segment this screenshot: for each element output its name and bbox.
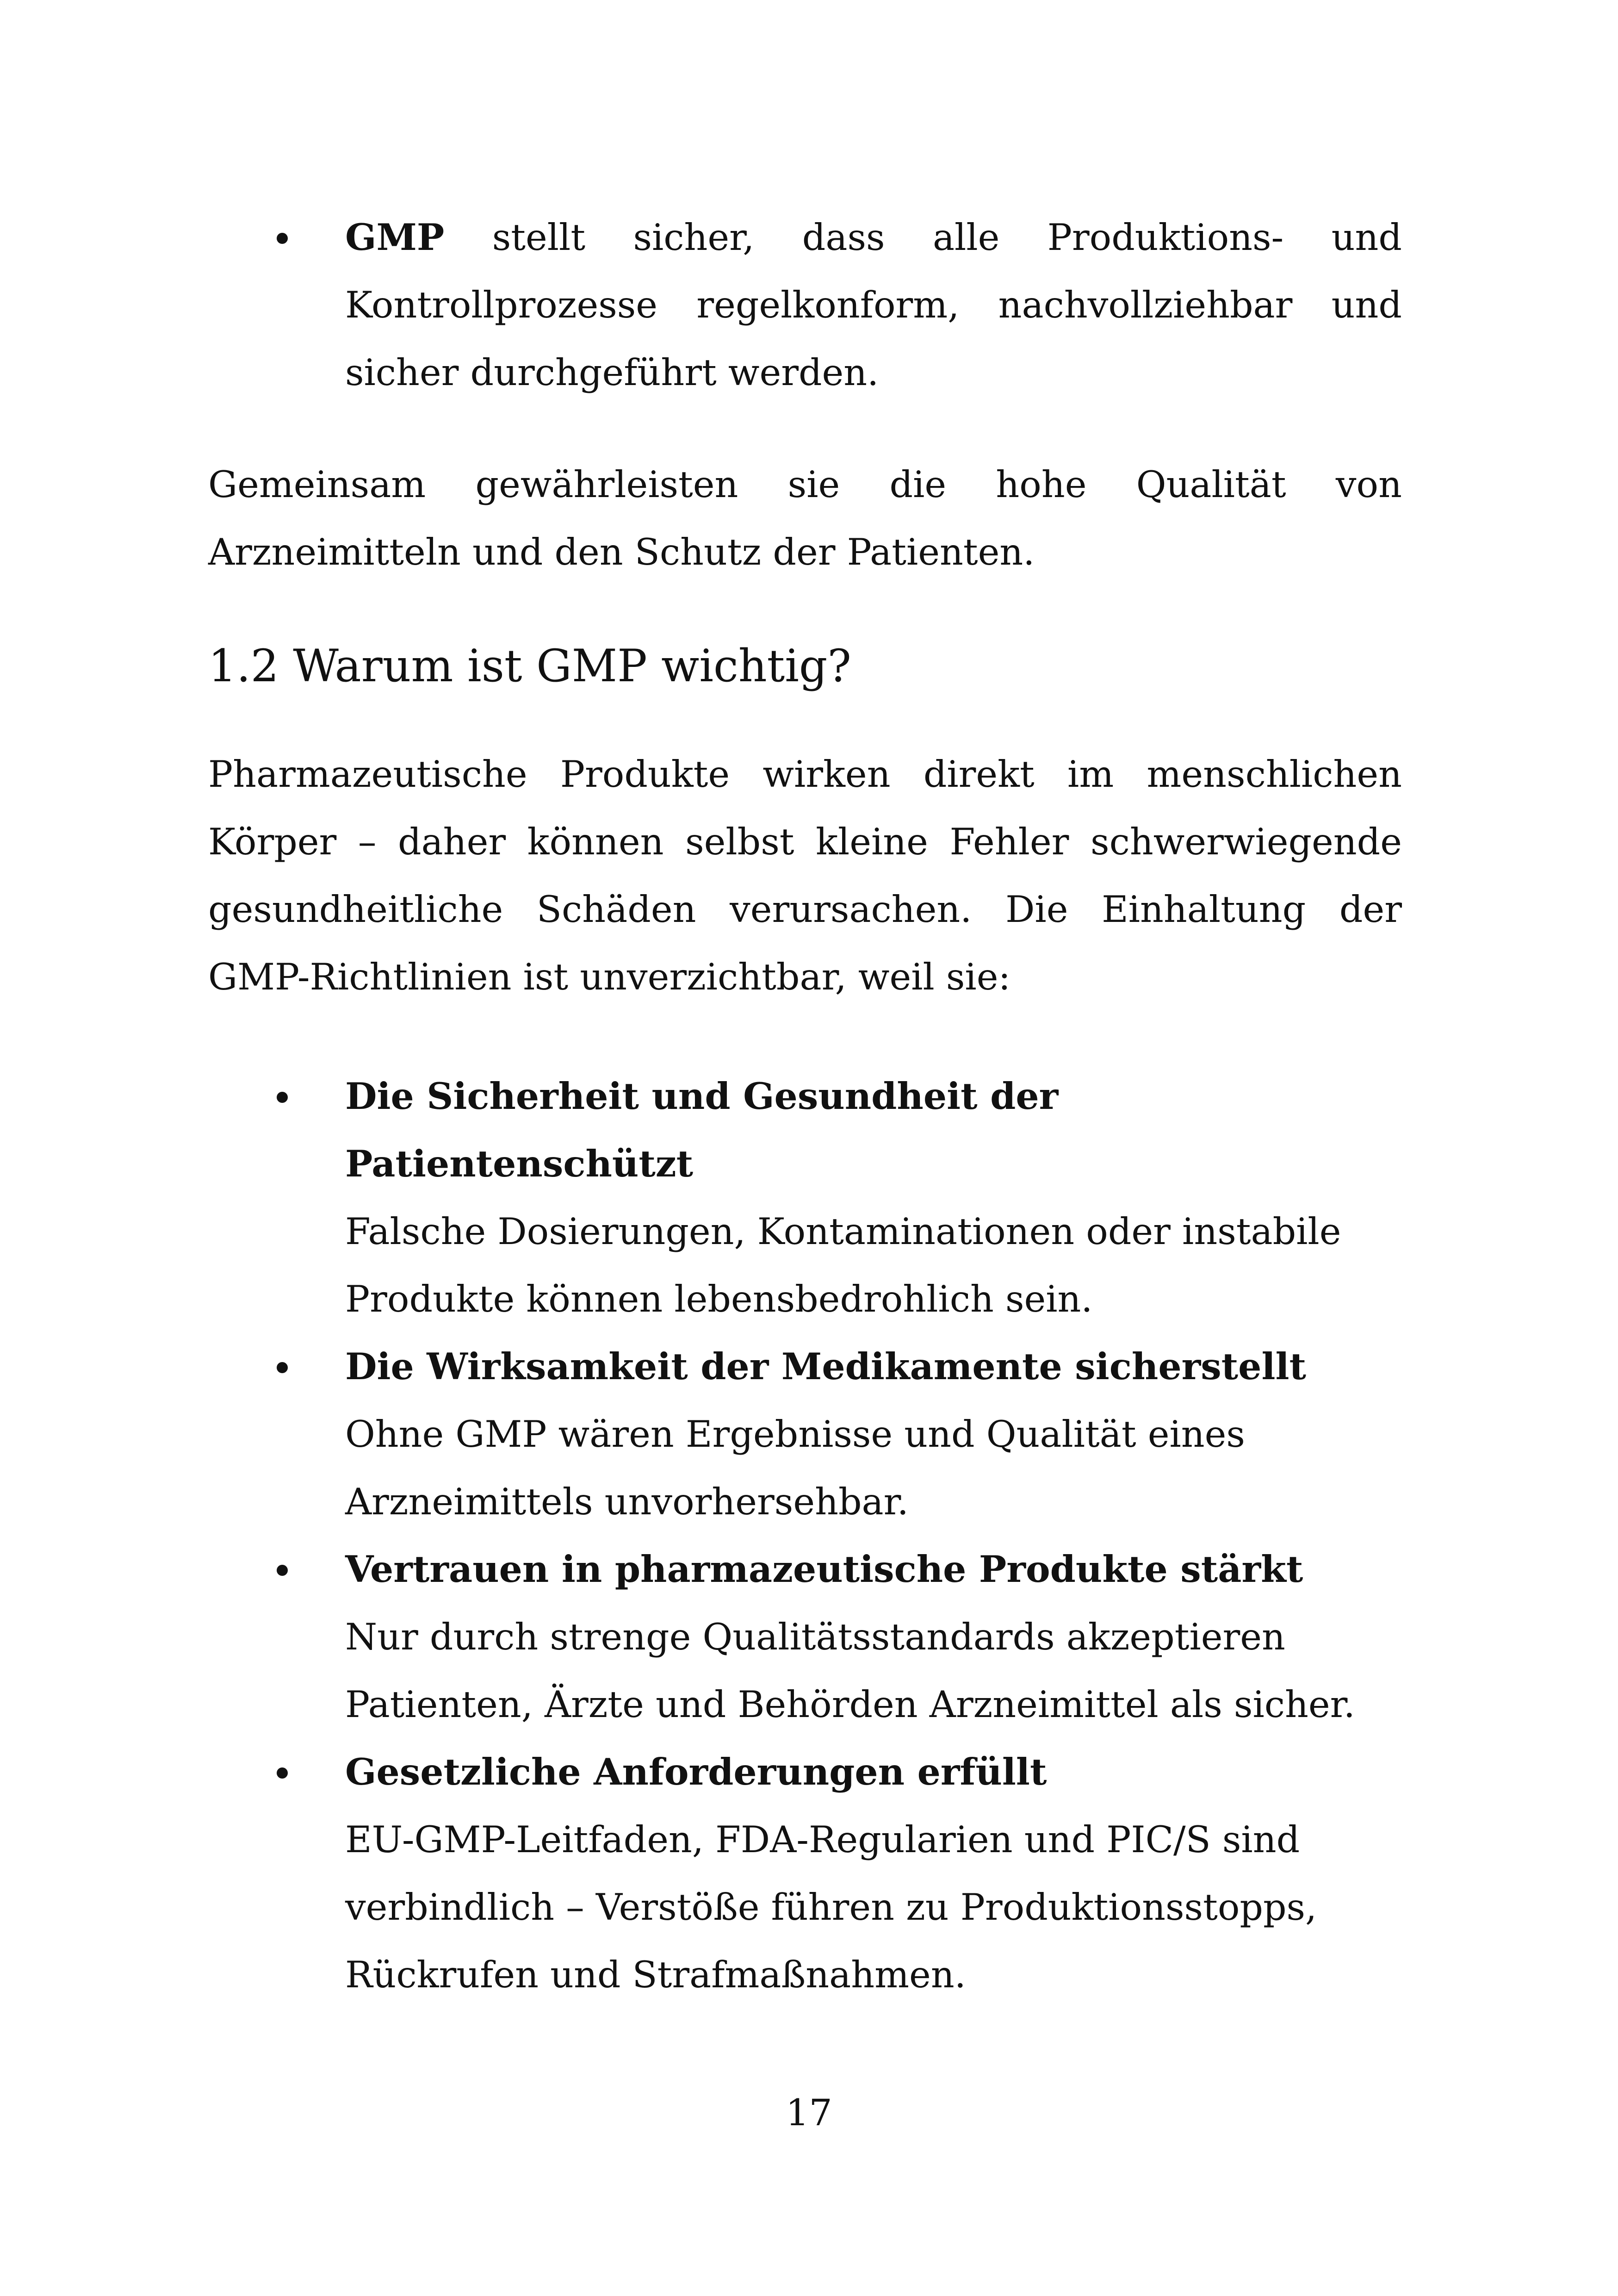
- reason-title: Die Sicherheit und Gesundheit der Patientenschützt: [345, 1075, 1059, 1185]
- reason-line: EU-GMP-Leitfaden, FDA-Regularien und PIC/S sind: [345, 1818, 1300, 1861]
- reason-line: Patienten, Ärzte und Behörden Arzneimittel als sicher.: [345, 1683, 1355, 1726]
- reasons-list: [208, 1063, 1402, 2009]
- reason-line: verbindlich – Verstöße führen zu Produktionsstopps,: [345, 1886, 1317, 1929]
- reason-line: Ohne GMP wären Ergebnisse und Qualität eines: [345, 1413, 1245, 1456]
- bullet-icon: [277, 1362, 288, 1373]
- bullet-icon: [277, 233, 288, 244]
- page-number: 17: [786, 2091, 832, 2134]
- page-content: [208, 204, 1402, 2009]
- bullet-term: GMP: [345, 216, 445, 259]
- reason-line: Nur durch strenge Qualitätsstandards akzeptieren: [345, 1616, 1285, 1658]
- section-heading: 1.2 Warum ist GMP wichtig?: [208, 640, 851, 692]
- bullet-icon: [277, 1767, 288, 1779]
- list-item: [208, 1536, 1402, 1738]
- summary-paragraph: Gemeinsam gewährleisten sie die hohe Qualität von Arzneimitteln und den Schutz der Patienten.: [208, 463, 1402, 573]
- list-item: [208, 1738, 1402, 2009]
- reason-line: Produkte können lebensbedrohlich sein.: [345, 1278, 1093, 1320]
- bullet-text: stellt sicher, dass alle Produktions- und Kontrollprozesse regelkonform, nachvollziehbar und sicher durchgeführt werden.: [345, 216, 1402, 394]
- reason-line: Rückrufen und Strafmaßnahmen.: [345, 1954, 966, 1996]
- bullet-item-gmp: [208, 204, 1402, 406]
- reason-line: Arzneimittels unvorhersehbar.: [345, 1481, 909, 1523]
- reason-title: Gesetzliche Anforderungen erfüllt: [345, 1750, 1047, 1793]
- intro-bullet-list: [208, 204, 1402, 406]
- list-item: [208, 1063, 1402, 1333]
- bullet-icon: [277, 1092, 288, 1103]
- reason-title: Vertrauen in pharmazeutische Produkte stärkt: [345, 1548, 1303, 1591]
- list-item: [208, 1333, 1402, 1536]
- reason-title: Die Wirksamkeit der Medikamente sicherstellt: [345, 1345, 1306, 1388]
- body-paragraph: Pharmazeutische Produkte wirken direkt im menschlichen Körper – daher können selbst kleine Fehler schwerwiegende gesundheitliche Schäden verursachen. Die Einhaltung der GMP-Richtlinien ist unverzichtbar, weil sie:: [208, 753, 1402, 998]
- bullet-icon: [277, 1565, 288, 1576]
- reason-line: Falsche Dosierungen, Kontaminationen oder instabile: [345, 1210, 1341, 1253]
